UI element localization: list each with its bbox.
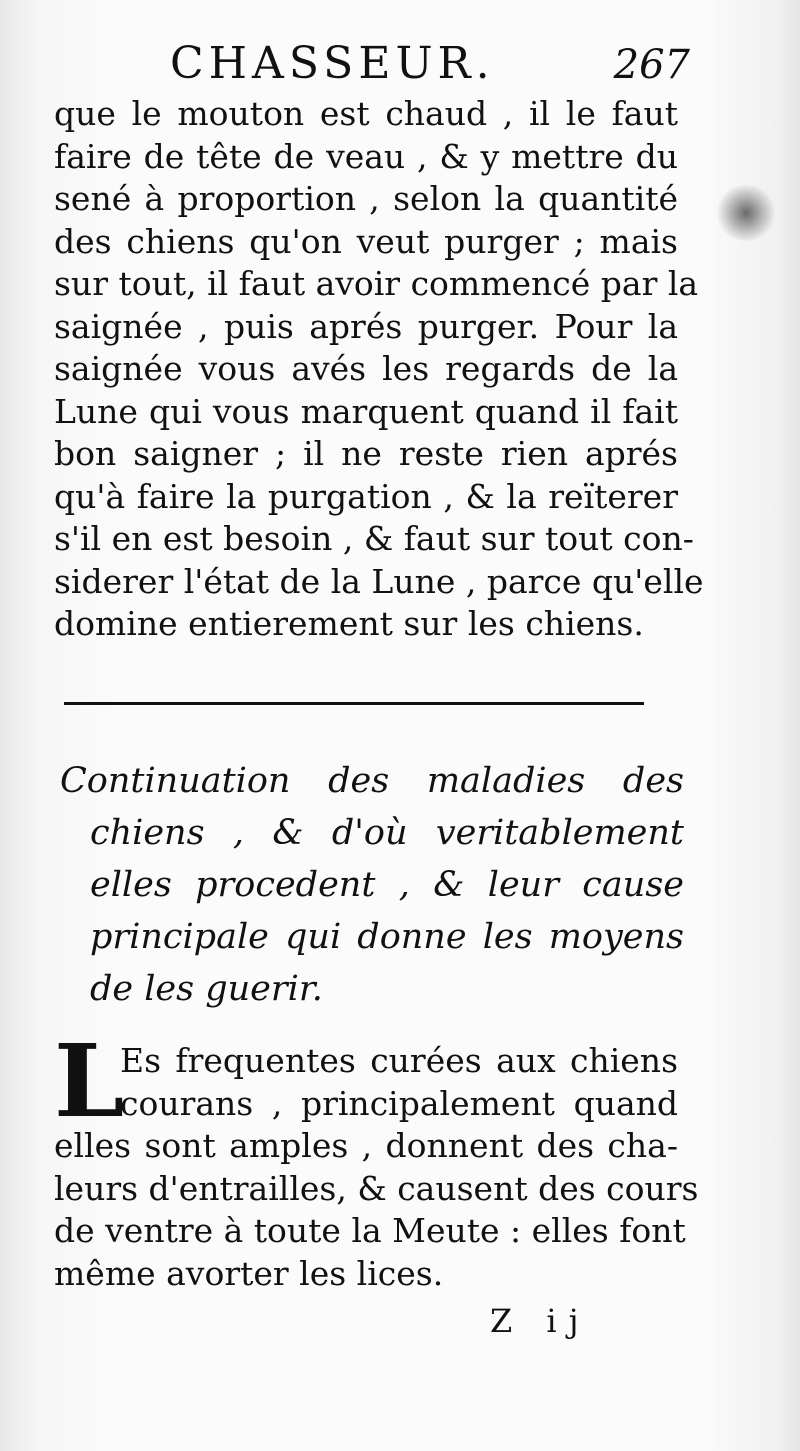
text-line: leurs d'entrailles, & causent des cours (54, 1168, 699, 1208)
heading-line: elles procedent , & leur cause (90, 865, 684, 905)
text-line: des chiens qu'on veut purger ; mais (54, 221, 678, 261)
text-line: qu'à faire la purgation , & la reïterer (54, 476, 678, 516)
text-line: Lune qui vous marquent quand il fait (54, 391, 678, 431)
text-line: saignée vous avés les regards de la (54, 349, 678, 388)
text-line: saignée , puis aprés purger. Pour la (54, 306, 678, 346)
paragraph-1 (54, 93, 704, 646)
heading-line: principale qui donne les moyens (90, 917, 684, 957)
paragraph-2 (54, 1022, 699, 1295)
text-line: sur tout, il faut avoir commencé par la (54, 264, 699, 303)
text-line: Es frequentes curées aux chiens (120, 1041, 678, 1080)
text-line: siderer l'état de la Lune , parce qu'elle (54, 561, 704, 601)
text-line: bon saigner ; il ne reste rien aprés (54, 434, 678, 473)
text-line: même avorter les lices. (54, 1253, 444, 1293)
page-number: 267 (613, 42, 690, 88)
page-header (170, 38, 690, 88)
text-line: de ventre à toute la Meute : elles font (54, 1211, 686, 1250)
section-divider (64, 702, 644, 705)
text-line: s'il en est besoin , & faut sur tout con- (54, 519, 694, 558)
text-line: courans , principalement quand (120, 1083, 678, 1123)
ink-smudge (716, 185, 776, 241)
text-line: sené à proportion , selon la quantité (54, 179, 678, 218)
heading-line: chiens , & d'où veritablement (90, 813, 684, 853)
heading-line: Continuation des maladies des (60, 761, 684, 801)
drop-cap: L (54, 1022, 125, 1140)
heading-line: de les guerir. (90, 969, 323, 1009)
text-line: domine entierement sur les chiens. (54, 604, 644, 643)
running-title: CHASSEUR. (170, 38, 495, 89)
text-line: faire de tête de veau , & y mettre du (54, 136, 678, 176)
section-heading (60, 755, 684, 1015)
signature-mark: Z ij (490, 1302, 591, 1340)
text-line: elles sont amples , donnent des cha- (54, 1126, 678, 1165)
text-line: que le mouton est chaud , il le faut (54, 94, 678, 133)
